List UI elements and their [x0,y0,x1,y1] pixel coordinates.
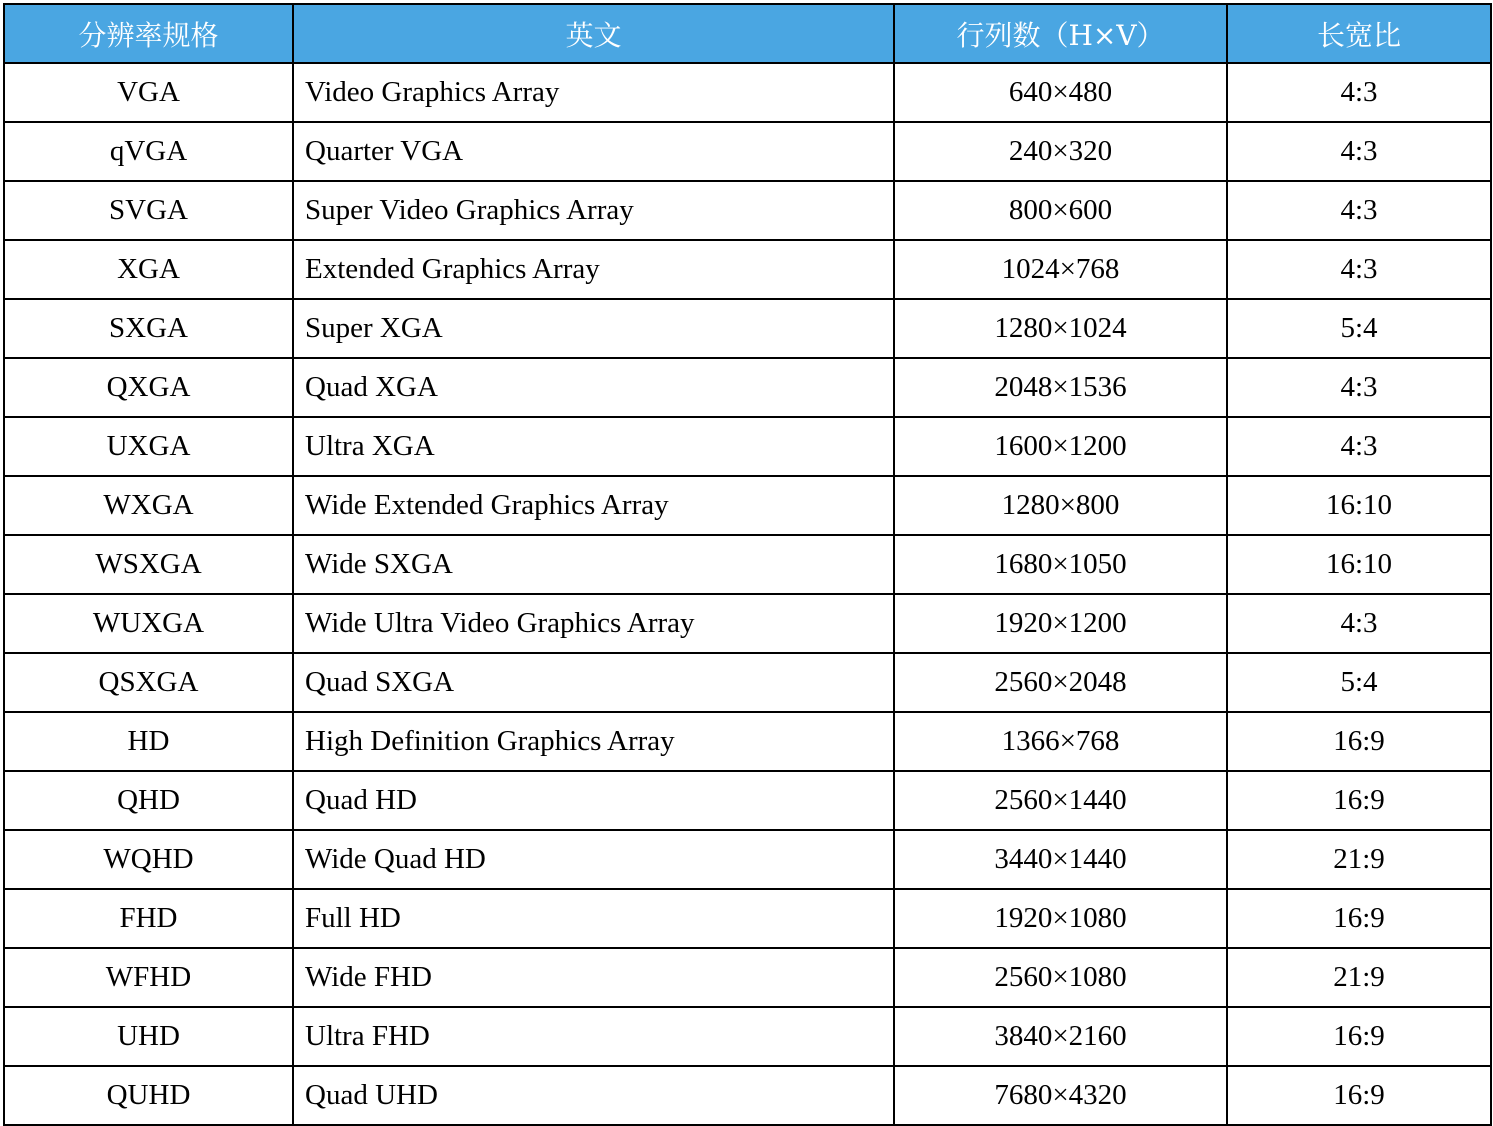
cell-resolution: 2560×2048 [894,653,1227,712]
cell-spec: qVGA [4,122,293,181]
cell-resolution: 640×480 [894,63,1227,122]
cell-spec: SXGA [4,299,293,358]
cell-aspect-ratio: 5:4 [1227,299,1491,358]
table-row [4,417,1491,476]
cell-english: Wide SXGA [293,535,894,594]
cell-spec: WQHD [4,830,293,889]
cell-english: Wide Ultra Video Graphics Array [293,594,894,653]
cell-spec: UHD [4,1007,293,1066]
cell-english: High Definition Graphics Array [293,712,894,771]
cell-english: Super Video Graphics Array [293,181,894,240]
table-row [4,1066,1491,1125]
table-row [4,1007,1491,1066]
cell-english: Quad XGA [293,358,894,417]
cell-spec: WXGA [4,476,293,535]
cell-resolution: 1280×800 [894,476,1227,535]
header-english: 英文 [293,4,894,63]
cell-spec: QHD [4,771,293,830]
cell-aspect-ratio: 16:10 [1227,535,1491,594]
table-row [4,358,1491,417]
cell-aspect-ratio: 4:3 [1227,417,1491,476]
cell-aspect-ratio: 16:9 [1227,712,1491,771]
cell-english: Full HD [293,889,894,948]
resolution-table-container [3,3,1490,1112]
table-header [4,4,1491,63]
cell-aspect-ratio: 16:9 [1227,889,1491,948]
cell-resolution: 2560×1440 [894,771,1227,830]
cell-resolution: 1366×768 [894,712,1227,771]
cell-aspect-ratio: 16:9 [1227,1007,1491,1066]
cell-spec: QSXGA [4,653,293,712]
cell-resolution: 1024×768 [894,240,1227,299]
cell-english: Quad UHD [293,1066,894,1125]
table-row [4,889,1491,948]
table-row [4,240,1491,299]
cell-english: Super XGA [293,299,894,358]
cell-resolution: 3440×1440 [894,830,1227,889]
cell-resolution: 1920×1080 [894,889,1227,948]
cell-spec: WFHD [4,948,293,1007]
table-row [4,535,1491,594]
cell-aspect-ratio: 4:3 [1227,358,1491,417]
cell-resolution: 1680×1050 [894,535,1227,594]
cell-english: Extended Graphics Array [293,240,894,299]
table-row [4,122,1491,181]
table-row [4,830,1491,889]
cell-spec: FHD [4,889,293,948]
cell-resolution: 3840×2160 [894,1007,1227,1066]
cell-spec: XGA [4,240,293,299]
cell-aspect-ratio: 4:3 [1227,594,1491,653]
cell-resolution: 7680×4320 [894,1066,1227,1125]
cell-aspect-ratio: 16:10 [1227,476,1491,535]
cell-spec: SVGA [4,181,293,240]
cell-aspect-ratio: 4:3 [1227,181,1491,240]
cell-english: Quarter VGA [293,122,894,181]
cell-english: Video Graphics Array [293,63,894,122]
cell-english: Quad SXGA [293,653,894,712]
table-row [4,653,1491,712]
cell-resolution: 2560×1080 [894,948,1227,1007]
table-body [4,63,1491,1125]
resolution-table [3,3,1492,1126]
cell-aspect-ratio: 4:3 [1227,122,1491,181]
cell-spec: HD [4,712,293,771]
cell-spec: QXGA [4,358,293,417]
table-row [4,771,1491,830]
cell-resolution: 2048×1536 [894,358,1227,417]
cell-resolution: 800×600 [894,181,1227,240]
cell-aspect-ratio: 4:3 [1227,240,1491,299]
header-resolution: 行列数（H×V） [894,4,1227,63]
table-row [4,63,1491,122]
cell-aspect-ratio: 21:9 [1227,948,1491,1007]
cell-aspect-ratio: 16:9 [1227,1066,1491,1125]
table-row [4,594,1491,653]
cell-spec: UXGA [4,417,293,476]
header-spec: 分辨率规格 [4,4,293,63]
cell-resolution: 1920×1200 [894,594,1227,653]
table-row [4,712,1491,771]
header-row [4,4,1491,63]
cell-english: Wide FHD [293,948,894,1007]
cell-english: Quad HD [293,771,894,830]
cell-spec: WUXGA [4,594,293,653]
cell-english: Wide Extended Graphics Array [293,476,894,535]
table-row [4,181,1491,240]
cell-english: Wide Quad HD [293,830,894,889]
table-row [4,948,1491,1007]
cell-aspect-ratio: 21:9 [1227,830,1491,889]
cell-spec: QUHD [4,1066,293,1125]
cell-resolution: 1600×1200 [894,417,1227,476]
cell-resolution: 240×320 [894,122,1227,181]
header-aspect-ratio: 长宽比 [1227,4,1491,63]
cell-aspect-ratio: 5:4 [1227,653,1491,712]
cell-spec: VGA [4,63,293,122]
cell-resolution: 1280×1024 [894,299,1227,358]
cell-aspect-ratio: 16:9 [1227,771,1491,830]
cell-english: Ultra FHD [293,1007,894,1066]
cell-english: Ultra XGA [293,417,894,476]
table-row [4,299,1491,358]
cell-aspect-ratio: 4:3 [1227,63,1491,122]
table-row [4,476,1491,535]
cell-spec: WSXGA [4,535,293,594]
